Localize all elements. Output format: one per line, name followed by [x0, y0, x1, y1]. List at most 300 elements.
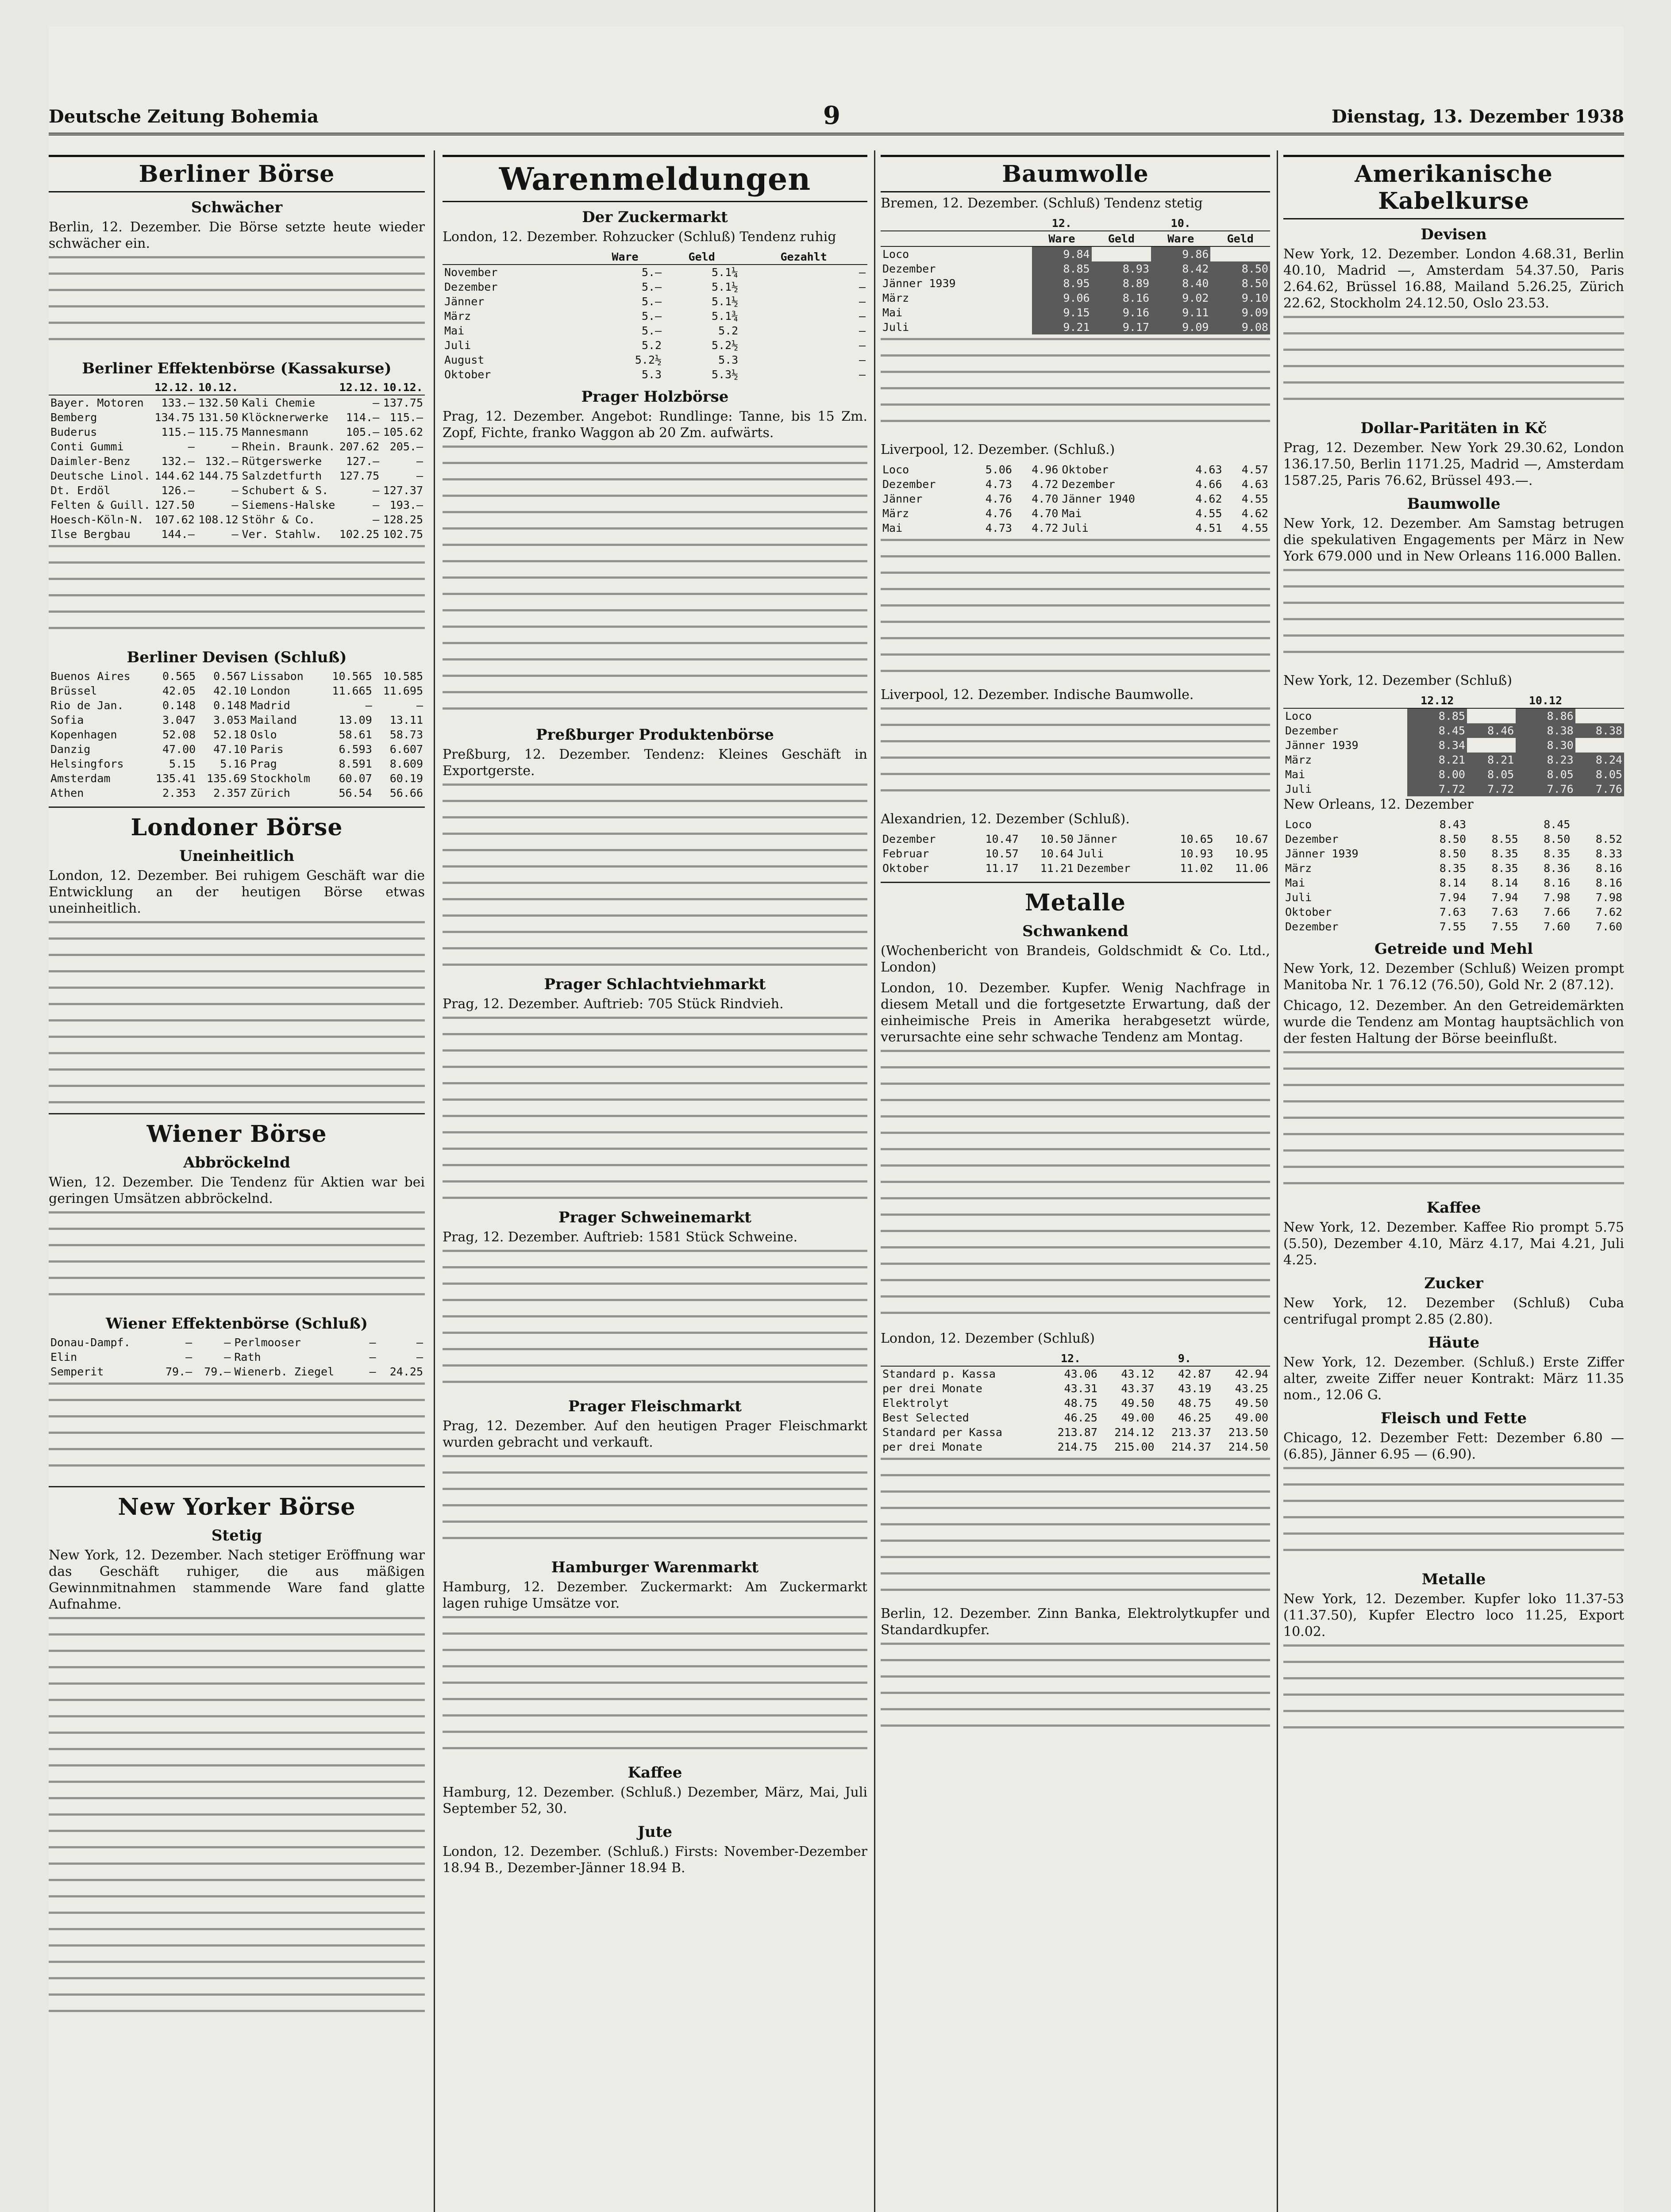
table-cell: 4.76	[985, 507, 1012, 520]
table-header-cell: 12.12.	[153, 380, 196, 395]
table-cell: Mannesmann	[242, 426, 309, 438]
article-text-block	[443, 1616, 867, 1758]
table-cell: 7.60	[1544, 920, 1571, 933]
table-row	[1283, 782, 1624, 796]
table-cell: —	[416, 1351, 423, 1363]
table-cell: 105.62	[383, 426, 423, 438]
table-row	[881, 1410, 1270, 1425]
kaffee-title: Kaffee	[628, 1764, 682, 1782]
table-cell: Semperit	[50, 1365, 104, 1378]
table-cell: 126.—	[161, 484, 195, 497]
table-cell	[1467, 738, 1516, 753]
wiener-boerse-title: Wiener Börse	[146, 1121, 327, 1148]
table-cell: —	[231, 528, 239, 541]
kaffee-ny-text: New York, 12. Dezember. Kaffee Rio prompt 5.75 (5.50), Dezember 4.10, März 4.17, Mai 4.21, Juli 4.25.	[1283, 1220, 1624, 1268]
table-row	[49, 1350, 425, 1364]
article-text-block	[1283, 569, 1624, 666]
table-cell: 5.—	[641, 266, 662, 279]
table-cell: —	[185, 1351, 193, 1363]
table-cell: 9.16	[1092, 305, 1151, 320]
table-cell: 114.—	[346, 411, 380, 424]
table-row	[1283, 767, 1624, 782]
metalle-ny-title: Metalle	[1421, 1571, 1486, 1588]
table-cell: 102.75	[383, 528, 423, 541]
table-cell: 9.84	[1032, 246, 1091, 261]
table-cell: 132.50	[198, 396, 239, 409]
table-cell: 5.16	[220, 757, 247, 770]
table-cell: Prag	[250, 757, 277, 770]
table-cell: 10.67	[1235, 833, 1268, 845]
table-cell: 3.053	[213, 714, 247, 726]
table-header-cell	[1467, 693, 1516, 708]
baumwolle-ny-text: New York, 12. Dezember. Am Samstag betrugen die spekulativen Engagements per März in New York 679.000 und in New Orleans 116.000 Ballen.	[1283, 516, 1624, 564]
table-row	[443, 338, 867, 353]
table-cell: 46.25	[1064, 1411, 1097, 1424]
table-cell: 8.34	[1407, 738, 1467, 753]
table-cell: 7.55	[1439, 920, 1467, 933]
table-row	[881, 320, 1270, 334]
zucker-ny-title: Zucker	[1424, 1275, 1483, 1292]
table-cell: —	[224, 1351, 231, 1363]
liverpool-lead: Liverpool, 12. Dezember. (Schluß.)	[881, 442, 1115, 457]
table-cell: Dezember	[1285, 920, 1339, 933]
table-cell: 5.3	[718, 353, 739, 366]
table-cell: 43.25	[1235, 1382, 1268, 1395]
table-cell: 8.30	[1516, 738, 1575, 753]
table-cell: 5.2½	[712, 339, 739, 352]
effekten-table	[49, 380, 425, 541]
table-cell: 8.609	[389, 757, 423, 770]
table-cell: Brüssel	[50, 684, 97, 697]
table-cell: —	[416, 1336, 423, 1349]
table-cell	[1467, 708, 1516, 723]
table-cell: —	[373, 499, 380, 511]
table-row	[49, 669, 425, 684]
table-cell: 7.98	[1595, 891, 1622, 904]
table-header-cell	[1092, 216, 1151, 231]
table-row	[881, 1425, 1270, 1440]
article-text-block	[443, 1017, 867, 1202]
table-header-cell: 10.12	[1516, 693, 1575, 708]
table-cell: Standard per Kassa	[882, 1426, 1002, 1439]
table-cell: 8.16	[1595, 876, 1622, 889]
table-cell: 8.14	[1491, 876, 1518, 889]
column-rule	[1277, 150, 1278, 2212]
table-cell: 8.05	[1575, 767, 1624, 782]
table-cell: 11.02	[1180, 862, 1213, 875]
table-cell: 8.50	[1210, 276, 1270, 291]
table-cell: 10.585	[383, 670, 423, 683]
table-cell: 43.31	[1064, 1382, 1097, 1395]
article-text-block	[881, 539, 1270, 680]
table-row	[49, 527, 425, 541]
table-cell: 42.10	[213, 684, 247, 697]
table-header-cell	[1210, 216, 1270, 231]
table-cell: 60.19	[389, 772, 423, 785]
table-cell: —	[188, 440, 195, 453]
table-cell: 7.76	[1516, 782, 1575, 796]
table-cell: 4.72	[1032, 478, 1059, 491]
table-cell: 49.00	[1235, 1411, 1268, 1424]
table-cell: Danzig	[50, 743, 91, 756]
table-cell: 11.695	[383, 684, 423, 697]
table-cell: Jänner 1939	[1285, 739, 1359, 752]
table-cell: 4.66	[1195, 478, 1222, 491]
table-cell: 9.09	[1151, 320, 1210, 334]
table-cell: —	[365, 699, 372, 712]
table-row	[881, 462, 1270, 477]
schweinemarkt-lead: Prag, 12. Dezember. Auftrieb: 1581 Stück Schweine.	[443, 1229, 798, 1245]
indische-lead: Liverpool, 12. Dezember. Indische Baumwolle.	[881, 687, 1194, 703]
table-row	[881, 305, 1270, 320]
table-row	[881, 246, 1270, 261]
table-cell: Juli	[444, 339, 471, 352]
table-cell: —	[373, 396, 380, 409]
table-cell: 8.21	[1467, 753, 1516, 767]
table-cell: 5.1½	[712, 295, 739, 308]
table-cell: 10.95	[1235, 847, 1268, 860]
article-text-block	[443, 783, 867, 969]
table-cell: —	[859, 353, 866, 366]
haeute-text: New York, 12. Dezember. (Schluß.) Erste Ziffer alter, zweite Ziffer neuer Kontrakt: März 11.35 nom., 12.06 G.	[1283, 1355, 1624, 1403]
alexandrien-lead: Alexandrien, 12. Dezember (Schluß).	[881, 811, 1130, 827]
table-cell: Juli	[1062, 522, 1089, 534]
table-row	[1283, 861, 1624, 876]
kaffee-lead: Hamburg, 12. Dezember. (Schluß.) Dezember, März, Mai, Juli September 52, 30.	[443, 1785, 867, 1816]
table-cell: 213.37	[1171, 1426, 1212, 1439]
table-row	[49, 469, 425, 483]
table-cell: Daimler-Benz	[50, 455, 131, 468]
table-cell: 5.—	[641, 310, 662, 323]
table-cell: 215.00	[1114, 1440, 1155, 1453]
table-row	[443, 294, 867, 309]
table-row	[881, 477, 1270, 492]
table-cell: 43.19	[1178, 1382, 1212, 1395]
table-header-cell	[1283, 693, 1407, 708]
table-cell	[1210, 246, 1270, 261]
table-row	[49, 410, 425, 425]
table-cell: 127.50	[154, 499, 195, 511]
table-cell: 132.—	[161, 455, 195, 468]
fleisch-fette-text: Chicago, 12. Dezember Fett: Dezember 6.80 — (6.85), Jänner 6.95 — (6.90).	[1283, 1430, 1624, 1462]
table-header-cell	[881, 216, 1032, 231]
table-cell: 213.50	[1228, 1426, 1268, 1439]
table-cell: Rath	[234, 1351, 261, 1363]
table-cell: Amsterdam	[50, 772, 111, 785]
article-text-block	[49, 1211, 425, 1309]
hamburger-warenmarkt-lead: Hamburg, 12. Dezember. Zuckermarkt: Am Zuckermarkt lagen ruhige Umsätze vor.	[443, 1579, 867, 1611]
table-cell: 7.63	[1491, 906, 1518, 918]
table-row	[49, 757, 425, 771]
wiener-effekten-title: Wiener Effektenbörse (Schluß)	[106, 1315, 368, 1333]
table-cell: Buderus	[50, 426, 97, 438]
table-cell: —	[859, 295, 866, 308]
table-row	[881, 832, 1270, 846]
table-row	[1283, 832, 1624, 846]
table-cell: 43.12	[1121, 1367, 1155, 1380]
table-cell: 0.148	[162, 699, 196, 712]
table-cell: 4.70	[1032, 507, 1059, 520]
table-cell: 214.75	[1057, 1440, 1097, 1453]
table-header-cell: Ware	[587, 250, 663, 265]
table-cell: 8.38	[1516, 723, 1575, 738]
table-cell: —	[369, 1336, 376, 1349]
table-cell: —	[416, 455, 423, 468]
table-row	[443, 367, 867, 382]
table-cell: 8.35	[1439, 862, 1467, 875]
table-row	[443, 309, 867, 323]
table-row	[1283, 905, 1624, 919]
table-cell: 43.37	[1121, 1382, 1155, 1395]
table-cell: 107.62	[154, 513, 195, 526]
table-row	[1283, 753, 1624, 767]
table-cell: 8.45	[1407, 723, 1467, 738]
table-row	[881, 1396, 1270, 1410]
table-cell: 10.50	[1040, 833, 1074, 845]
table-cell: —	[416, 699, 423, 712]
table-cell: Sofia	[50, 714, 84, 726]
table-cell: per drei Monate	[882, 1440, 982, 1453]
table-cell: 7.94	[1491, 891, 1518, 904]
table-cell: Jänner 1940	[1062, 492, 1135, 505]
table-cell: 9.06	[1032, 291, 1091, 305]
table-cell: 8.50	[1210, 261, 1270, 276]
table-cell: 49.50	[1235, 1397, 1268, 1409]
table-cell: —	[373, 513, 380, 526]
orleans-table	[1283, 817, 1624, 934]
table-cell: 11.665	[332, 684, 372, 697]
table-cell: 5.15	[169, 757, 196, 770]
table-cell: 7.55	[1491, 920, 1518, 933]
table-cell	[1575, 708, 1624, 723]
table-cell: 9.17	[1092, 320, 1151, 334]
table-cell: 4.63	[1195, 463, 1222, 476]
table-row	[1283, 738, 1624, 753]
table-cell: 5.2½	[635, 353, 662, 366]
table-cell: 8.85	[1032, 261, 1091, 276]
lme-table	[881, 1351, 1270, 1454]
table-cell: 24.25	[389, 1365, 423, 1378]
holzboerse-lead: Prag, 12. Dezember. Angebot: Rundlinge: Tanne, bis 15 Zm. Zopf, Fichte, franko Waggon ab 20 Zm. aufwärts.	[443, 409, 867, 441]
table-cell: März	[882, 292, 909, 304]
table-header-cell: 12.	[1032, 216, 1091, 231]
table-cell: —	[369, 1351, 376, 1363]
holzboerse-title: Prager Holzbörse	[581, 388, 729, 406]
warenmeldungen-title: Warenmeldungen	[443, 155, 867, 202]
table-cell: 9.21	[1032, 320, 1091, 334]
table-cell: Dezember	[882, 478, 936, 491]
table-cell: 42.87	[1178, 1367, 1212, 1380]
metalle-title: Metalle	[1025, 889, 1126, 916]
table-cell: Bemberg	[50, 411, 97, 424]
table-header-cell	[881, 1351, 1042, 1366]
zucker-ny-text: New York, 12. Dezember (Schluß) Cuba centrifugal prompt 2.85 (2.80).	[1283, 1295, 1624, 1327]
table-cell	[1468, 817, 1520, 832]
table-header-cell	[49, 380, 153, 395]
table-cell: Jänner	[882, 492, 923, 505]
table-cell: 5.3	[641, 368, 662, 381]
londoner-boerse-title: Londoner Börse	[131, 814, 343, 841]
table-cell: 8.89	[1092, 276, 1151, 291]
table-cell: 8.23	[1516, 753, 1575, 767]
article-text-block	[881, 338, 1270, 435]
table-cell: 8.95	[1032, 276, 1091, 291]
table-cell: 4.70	[1032, 492, 1059, 505]
column-rule	[434, 150, 435, 2212]
table-cell: per drei Monate	[882, 1382, 982, 1395]
table-cell: 5.2	[718, 324, 739, 337]
baumwolle-ny-title: Baumwolle	[1407, 495, 1501, 513]
table-cell: 193.—	[389, 499, 423, 511]
newyorker-boerse-title: New Yorker Börse	[118, 1494, 356, 1521]
table-cell: Oktober	[1285, 906, 1332, 918]
table-cell: Stockholm	[250, 772, 310, 785]
table-cell: 5.1½	[712, 280, 739, 293]
table-cell: 9.08	[1210, 320, 1270, 334]
table-cell: 7.72	[1407, 782, 1467, 796]
metalle-ny-text: New York, 12. Dezember. Kupfer loko 11.37-53 (11.37.50), Kupfer Electro loco 11.25, Export 10.02.	[1283, 1591, 1624, 1640]
table-cell: 10.565	[332, 670, 372, 683]
table-cell: 11.17	[985, 862, 1019, 875]
table-cell: 7.76	[1575, 782, 1624, 796]
table-cell: Loco	[1285, 710, 1312, 722]
table-cell: 8.24	[1575, 753, 1624, 767]
table-cell: Oktober	[444, 368, 491, 381]
table-cell: 13.09	[339, 714, 372, 726]
table-cell: 7.66	[1544, 906, 1571, 918]
jute-title: Jute	[637, 1823, 673, 1841]
table-cell: Kali Chemie	[242, 396, 316, 409]
table-cell: 42.05	[162, 684, 196, 697]
table-cell: Dezember	[1285, 724, 1339, 737]
table-cell: Perlmooser	[234, 1336, 301, 1349]
dollar-paritaeten-title: Dollar-Paritäten in Kč	[1360, 419, 1547, 437]
table-cell: Salzdetfurth	[242, 469, 322, 482]
table-row	[881, 861, 1270, 876]
ny-table-lead: New York, 12. Dezember (Schluß)	[1283, 673, 1513, 688]
table-cell: 4.73	[985, 478, 1012, 491]
zucker-table	[443, 250, 867, 382]
table-cell: Rhein. Braunk.	[242, 440, 335, 453]
table-cell: 0.567	[213, 670, 247, 683]
table-row	[49, 454, 425, 469]
table-cell: 8.16	[1092, 291, 1151, 305]
table-cell: Mailand	[250, 714, 297, 726]
table-cell: 10.47	[985, 833, 1019, 845]
fleischmarkt-title: Prager Fleischmarkt	[568, 1398, 742, 1415]
fleisch-fette-title: Fleisch und Fette	[1380, 1409, 1527, 1427]
table-row	[881, 521, 1270, 535]
article-text-block	[49, 1617, 425, 2015]
metalle-lead: (Wochenbericht von Brandeis, Goldschmidt & Co. Ltd., London)	[881, 943, 1270, 975]
table-cell: 0.148	[213, 699, 247, 712]
table-row	[1283, 723, 1624, 738]
liverpool-table	[881, 462, 1270, 535]
table-cell: März	[882, 507, 909, 520]
table-header-cell: 12.12.	[337, 380, 381, 395]
table-cell: 49.00	[1121, 1411, 1155, 1424]
table-header-cell: Ware	[1151, 231, 1210, 246]
table-cell: Zürich	[250, 787, 290, 799]
table-cell: 5.—	[641, 324, 662, 337]
table-header-cell	[1575, 693, 1624, 708]
table-cell: 9.15	[1032, 305, 1091, 320]
table-cell: 4.55	[1241, 492, 1268, 505]
berliner-devisen-title: Berliner Devisen (Schluß)	[127, 649, 347, 666]
haeute-title: Häute	[1428, 1334, 1480, 1352]
article-text-block	[881, 707, 1270, 805]
table-row	[1283, 919, 1624, 934]
produktenboerse-title: Preßburger Produktenbörse	[536, 726, 774, 744]
table-header-cell	[1099, 1351, 1156, 1366]
table-cell: Dezember	[1062, 478, 1115, 491]
table-cell: Rio de Jan.	[50, 699, 124, 712]
table-cell: Wienerb. Ziegel	[234, 1365, 335, 1378]
table-row	[1283, 846, 1624, 861]
table-cell: Jänner 1939	[1285, 847, 1359, 860]
masthead-paper-name: Deutsche Zeitung Bohemia	[49, 106, 319, 127]
orleans-lead: New Orleans, 12. Dezember	[1283, 797, 1474, 812]
table-cell: 11.06	[1235, 862, 1268, 875]
chicago-text: Chicago, 12. Dezember. An den Getreidemärkten wurde die Tendenz am Montag hauptsächlich von der festen Haltung der Börse beeinflußt.	[1283, 998, 1624, 1046]
table-header-cell: Ware	[1032, 231, 1091, 246]
table-row	[1283, 876, 1624, 890]
table-block	[881, 1458, 1270, 1599]
newyorker-boerse-lead: New York, 12. Dezember. Nach stetiger Eröffnung war das Geschäft ruhiger, die aus mäßigen Gewinnmitnahmen stammende Ware fand glatte Aufnahme.	[49, 1548, 425, 1612]
table-row	[49, 684, 425, 698]
table-header-cell: Geld	[1092, 231, 1151, 246]
table-cell: 8.85	[1407, 708, 1467, 723]
table-cell: 127.75	[339, 469, 380, 482]
table-cell: 4.63	[1241, 478, 1268, 491]
dollar-paritaeten-text: Prag, 12. Dezember. New York 29.30.62, London 136.17.50, Berlin 1171.25, Madrid —, Amsterdam 1587.25, Paris 76.62, Brüssel 493.—.	[1283, 440, 1624, 488]
table-cell: 9.10	[1210, 291, 1270, 305]
table-cell: 9.09	[1210, 305, 1270, 320]
table-cell: Dezember	[882, 833, 936, 845]
table-cell: 8.38	[1575, 723, 1624, 738]
table-cell: Mai	[882, 306, 903, 319]
table-cell: Paris	[250, 743, 284, 756]
berliner-boerse-subtitle: Schwächer	[191, 199, 283, 216]
table-cell: 6.593	[339, 743, 372, 756]
table-cell: 8.42	[1151, 261, 1210, 276]
table-cell: 49.50	[1121, 1397, 1155, 1409]
table-cell: 48.75	[1178, 1397, 1212, 1409]
table-cell: Februar	[882, 847, 929, 860]
ny-devisen-text: New York, 12. Dezember. London 4.68.31, Berlin 40.10, Madrid —, Amsterdam 54.37.50, Paris 2.64.62, Brüssel 16.88, Mailand 5.26.25, Zürich 22.62, Stockholm 24.12.50, Oslo 23.53.	[1283, 246, 1624, 311]
berliner-devisen-table	[49, 669, 425, 800]
table-cell: 137.75	[383, 396, 423, 409]
column-3	[881, 150, 1270, 2212]
table-cell: 7.72	[1467, 782, 1516, 796]
table-header-cell: Geld	[1210, 231, 1270, 246]
masthead-date: Dienstag, 13. Dezember 1938	[1331, 106, 1624, 127]
table-cell: —	[859, 368, 866, 381]
schlachtviehmarkt-lead: Prag, 12. Dezember. Auftrieb: 705 Stück Rindvieh.	[443, 996, 784, 1012]
table-row	[49, 498, 425, 512]
table-header-cell: 9.	[1156, 1351, 1213, 1366]
table-cell: 205.—	[389, 440, 423, 453]
table-cell: 56.54	[339, 787, 372, 799]
table-cell: Athen	[50, 787, 84, 799]
table-header-cell	[881, 231, 1032, 246]
table-row	[881, 1366, 1270, 1381]
table-cell: 8.50	[1544, 833, 1571, 845]
table-cell: 0.565	[162, 670, 196, 683]
article-text-block	[881, 1050, 1270, 1324]
table-cell: 10.93	[1180, 847, 1213, 860]
table-header-cell: Gezahlt	[740, 250, 867, 265]
